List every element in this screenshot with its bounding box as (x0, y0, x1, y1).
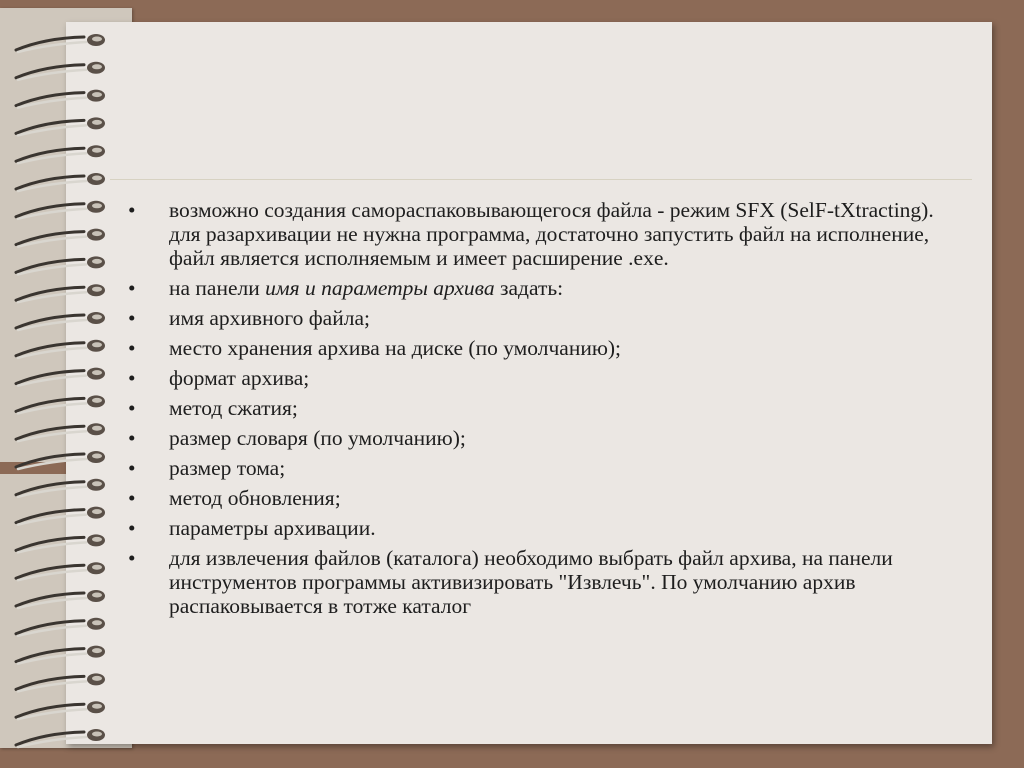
bullet-icon: • (128, 336, 136, 360)
list-item-text: размер словаря (по умолчанию); (169, 426, 466, 450)
spiral-ring (16, 201, 105, 219)
list-item (128, 276, 968, 300)
spiral-ring (16, 256, 105, 274)
list-item-text: размер тома; (169, 456, 286, 480)
bullet-icon: • (128, 516, 136, 540)
spiral-ring (16, 284, 105, 302)
bullet-icon: • (128, 306, 136, 330)
list-item (128, 516, 968, 540)
spiral-binding-icon (0, 0, 120, 768)
spiral-ring (16, 368, 105, 386)
list-item (128, 456, 968, 480)
spiral-ring (16, 673, 105, 691)
list-item-emphasis: имя и параметры архива (265, 276, 495, 300)
list-item-text: на панели (169, 276, 266, 300)
spiral-ring (16, 562, 105, 580)
spiral-ring (16, 618, 105, 636)
list-item-text: формат архива; (169, 366, 310, 390)
spiral-ring (16, 507, 105, 525)
spiral-ring (16, 646, 105, 664)
list-item-text: место хранения архива на диске (по умолчанию); (169, 336, 622, 360)
list-item (128, 306, 968, 330)
spiral-ring (16, 62, 105, 80)
list-item (128, 426, 968, 450)
list-item (128, 198, 968, 270)
spiral-ring (16, 479, 105, 497)
bullet-icon: • (128, 546, 136, 570)
bullet-icon: • (128, 198, 136, 222)
spiral-ring (16, 90, 105, 108)
spiral-ring (16, 423, 105, 441)
spiral-ring (16, 701, 105, 719)
spiral-ring (16, 173, 105, 191)
list-item-text: имя архивного файла; (169, 306, 370, 330)
spiral-ring (16, 34, 105, 52)
spiral-ring (16, 229, 105, 247)
bullet-icon: • (128, 486, 136, 510)
list-item-text: возможно создания самораспаковывающегося файла - режим SFX (SelF-tXtracting). для разархивации не нужна программа, достаточно запустить файл на исполнение, файл является исполняемым и имеет расширение .exe. (169, 198, 934, 270)
list-item-text: метод обновления; (169, 486, 341, 510)
list-item-text: задать: (494, 276, 564, 300)
list-item-text: параметры архивации. (169, 516, 376, 540)
list-item (128, 396, 968, 420)
header-rule (110, 179, 972, 180)
spiral-ring (16, 340, 105, 358)
list-item (128, 546, 968, 618)
spiral-ring (16, 534, 105, 552)
bullet-icon: • (128, 426, 136, 450)
list-item-text: метод сжатия; (169, 396, 298, 420)
list-item (128, 486, 968, 510)
bullet-icon: • (128, 396, 136, 420)
spiral-ring (16, 145, 105, 163)
list-item (128, 366, 968, 390)
slide-body (128, 198, 968, 624)
spiral-ring (16, 117, 105, 135)
spiral-ring (16, 729, 105, 747)
spiral-ring (16, 451, 105, 469)
spiral-ring (16, 312, 105, 330)
list-item (128, 336, 968, 360)
bullet-icon: • (128, 276, 136, 300)
spiral-ring (16, 395, 105, 413)
spiral-ring (16, 590, 105, 608)
bullet-icon: • (128, 456, 136, 480)
bullet-list (128, 198, 968, 618)
bullet-icon: • (128, 366, 136, 390)
list-item-text: для извлечения файлов (каталога) необходимо выбрать файл архива, на панели инструментов программы активизировать "Извлечь". По умолчанию архив распаковывается в тотже каталог (169, 546, 893, 618)
